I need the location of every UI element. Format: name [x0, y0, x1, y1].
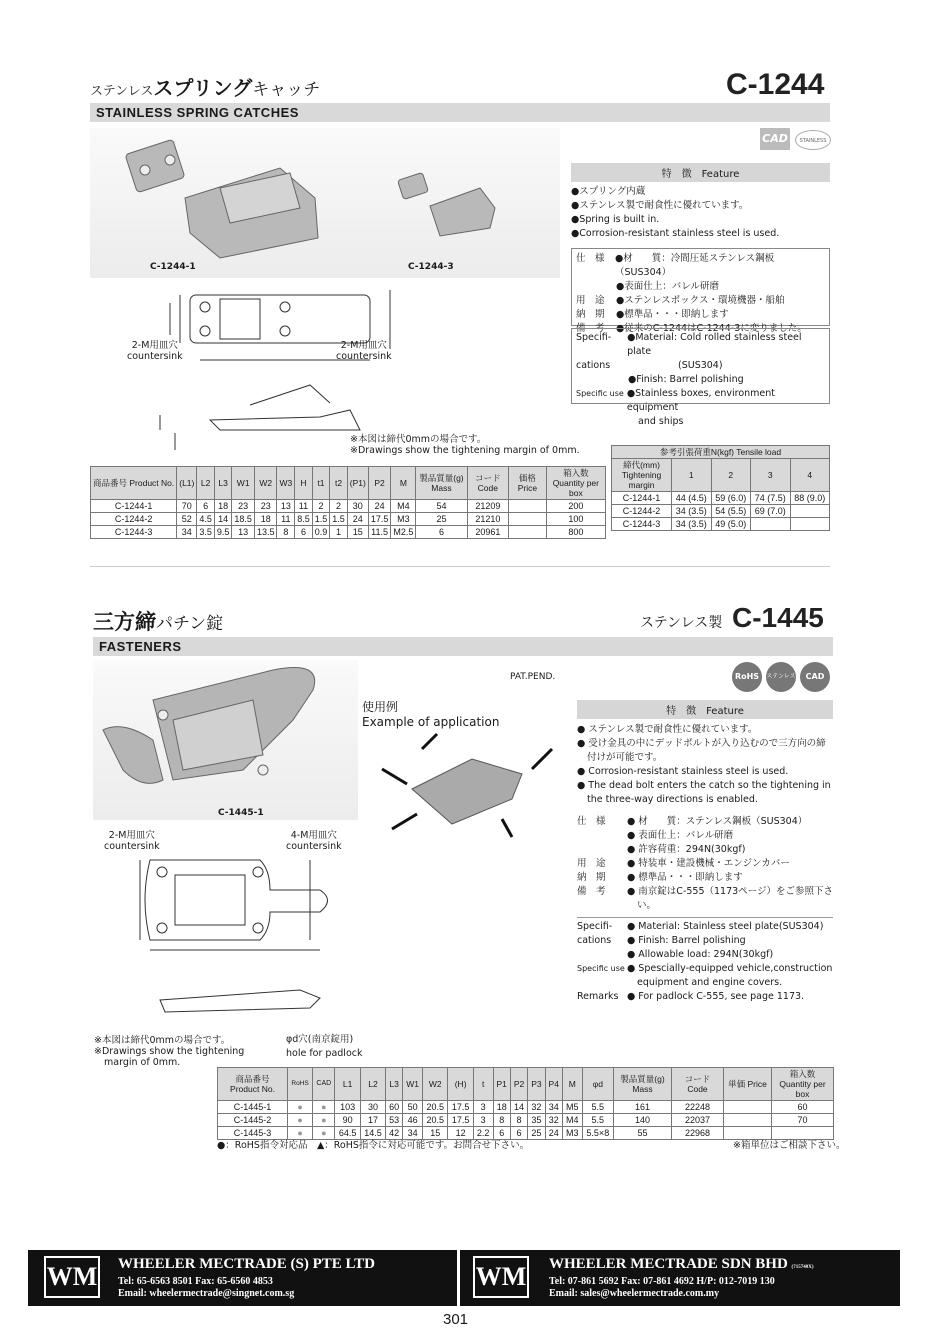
tensile-title: 参考引張荷重N(kgf) Tensile load [612, 446, 830, 459]
s2-drawing-note: ※本図は締代0mmの場合です。 ※Drawings show the tightening margin of 0mm. [94, 1035, 245, 1068]
s1-subtitle-bar: STAINLESS SPRING CATCHES [90, 103, 830, 122]
s1-feature-title: 特 徴 Feature [571, 163, 830, 182]
footer-company-right: WHEELER MECTRADE SDN BHD (715740X) [549, 1256, 814, 1272]
s1-product-code: C-1244 [726, 68, 825, 101]
section-divider [90, 566, 830, 567]
table-row: C-1244-2 52 4.5 14 18.5 18 11 8.5 1.5 1.5 24 17.5 M3 25 21210 100 [91, 513, 606, 526]
s2-made-of: ステンレス製 [640, 615, 723, 631]
page-number: 301 [443, 1311, 469, 1328]
cad-badge-icon: CAD [800, 662, 830, 692]
s1-drawing-note: ※本図は締代0mmの場合です。 ※Drawings show the tightening margin of 0mm. [350, 434, 580, 456]
table-row: C-1244-3 34 3.5 9.5 13 13.5 8 6 0.9 1 15 11.5 M2.5 6 20961 800 [91, 526, 606, 539]
s2-title: 三方締パチン錠 [93, 610, 224, 634]
arrow-icon [502, 819, 512, 837]
photo-label-1445: C-1445-1 [218, 808, 264, 818]
rohs-badge-icon: RoHS [732, 662, 762, 692]
footer-tel-right: Tel: 07-861 5692 Fax: 07-861 4692 H/P: 012-7019 130 [549, 1276, 775, 1287]
s2-legend: ●：RoHS指令対応品 ▲：RoHS指令に対応可能です。お問合せ下さい。 [217, 1140, 530, 1151]
footer-right [463, 1250, 900, 1306]
table-row: C-1244-3 34 (3.5) 49 (5.0) [612, 518, 830, 531]
s2-patent: PAT.PEND. [510, 672, 556, 682]
feature-line: ● Corrosion-resistant stainless steel is used. [577, 766, 789, 777]
arrow-icon [422, 734, 437, 749]
s2-spec-jp: 仕 様 ● 材 質：ステンレス鋼板（SUS304） ● 表面仕上：バレル研磨 ● 許容荷重：294N(30kgf) 用 途 ● 特装車・建設機械・エンジンカバー 納 期 ● 標準品・・・即納します 備 考 ● 南京錠はC-555（1173ページ）をご参照下さ い。 [577, 815, 833, 918]
table-row: C-1445-2 ● ● 90 17 53 46 20.5 17.5 3 8 8 35 32 M4 5.5 140 22037 70 [218, 1114, 834, 1127]
feature-line: ●ステンレス製で耐食性に優れています。 [571, 200, 749, 211]
s1-title: ステンレススプリングキャッチ [90, 76, 321, 100]
s1-spec-table [90, 466, 606, 539]
s2-spec-en: Specifi- ● Material: Stainless steel plate(SUS304) cations ● Finish: Barrel polishing ● Allowable load: 294N(30kgf) Specific use ● Spescially-equipped vehicle,construction equipment and engine covers. Remarks ● For padlock C-555, see page 1173. [577, 921, 833, 1002]
footer-company-left: WHEELER MECTRADE (S) PTE LTD [118, 1256, 375, 1272]
stainless-badge-icon: ステンレス [766, 662, 796, 692]
s1-features [571, 163, 830, 241]
s2-features [577, 700, 833, 807]
s2-legend-right: ※箱単位はご相談下さい。 [733, 1140, 846, 1151]
application-diagram [362, 729, 562, 839]
s1-tensile-table: 参考引張荷重N(kgf) Tensile load 締代(mm) Tightening margin 1 2 3 4 C-1244-1 44 (4.5) 59 (6.0) 74 (7.5) 88 (9.0) C-1244-2 34 (3.5) 54 (5.5) 69 (7.0) C-1244-3 34 (3.5) 49 (5.0) [611, 445, 830, 531]
table-header-row: 商品番号 Product No. (L1) L2 L3 W1 W2 W3 H t1 t2 (P1) P2 M 製品質量(g) Mass コード Code 価格 Price 箱入数 Quantity per box [91, 467, 606, 500]
stainless-badge-icon: STAINLESS [795, 130, 831, 150]
wm-logo-icon: WM [44, 1256, 100, 1298]
s1-spec-en: Specifi- ●Material: Cold rolled stainless steel plate cations (SUS304) ●Finish: Barrel polishing Specific use ●Stainless boxes, environment equipment and ships [571, 328, 830, 404]
feature-line: ●スプリング内蔵 [571, 186, 646, 197]
s1-spec-jp: 仕 様 ●材 質：冷間圧延ステンレス鋼板（SUS304） ●表面仕上：バレル研磨 用 途 ●ステンレスボックス・環境機器・船舶 納 期 ●標準品・・・即納します 備 考 ●従来のC-1244はC-1244-3に変りました。 [571, 248, 830, 326]
feature-line: ● 受け金具の中にデッドボルトが入り込むので三方向の締 [577, 738, 826, 749]
s2-countersink-right: 4-M用皿穴 countersink [286, 830, 342, 852]
table-header-row: 商品番号 Product No. RoHS CAD L1 L2 L3 W1 W2 (H) t P1 P2 P3 P4 M φd 製品質量(g) Mass コード Code 単価 Price 箱入数 Quantity per box [218, 1068, 834, 1101]
footer-email-right: Email: sales@wheelermectrade.com.my [549, 1288, 720, 1299]
wm-logo-icon: WM [473, 1256, 529, 1298]
footer-email-left: Email: wheelermectrade@singnet.com.sg [118, 1288, 295, 1299]
spring-catch-illustration [90, 128, 560, 278]
footer-tel-left: Tel: 65-6563 8501 Fax: 65-6560 4853 [118, 1276, 273, 1287]
s1-countersink-right: 2-M用皿穴 countersink [336, 340, 392, 362]
photo-label-3: C-1244-3 [408, 262, 454, 272]
s1-product-photo [90, 128, 560, 278]
feature-line: ● ステンレス製で耐食性に優れています。 [577, 724, 758, 735]
s2-technical-drawing [120, 850, 360, 1030]
arrow-icon [382, 769, 407, 784]
s2-feature-title: 特 徴 Feature [577, 700, 833, 719]
arrow-icon [532, 749, 552, 769]
table-row: C-1445-1 ● ● 103 30 60 50 20.5 17.5 3 18 14 32 34 M5 5.5 161 22248 60 [218, 1101, 834, 1114]
table-row: C-1244-1 44 (4.5) 59 (6.0) 74 (7.5) 88 (9.0) [612, 492, 830, 505]
s2-countersink-left: 2-M用皿穴 countersink [104, 830, 160, 852]
fastener-illustration [93, 660, 358, 820]
s1-countersink-left: 2-M用皿穴 countersink [127, 340, 183, 362]
table-row: C-1445-3 ● ● 64.5 14.5 42 34 15 12 2.2 6 6 25 24 M3 5.5×8 55 22968 [218, 1127, 834, 1140]
arrow-icon [392, 814, 417, 829]
s2-product-photo [93, 660, 358, 820]
footer-left [28, 1250, 460, 1306]
feature-line: the three-way directions is enabled. [587, 794, 758, 805]
s2-spec-table [217, 1067, 834, 1140]
feature-line: ●Corrosion-resistant stainless steel is used. [571, 228, 780, 239]
table-row: C-1244-1 70 6 18 23 23 13 11 2 2 30 24 M4 54 21209 200 [91, 500, 606, 513]
feature-line: 付けが可能です。 [587, 752, 663, 763]
s2-application-example: 使用例 Example of application [362, 698, 562, 838]
cad-badge-icon: CAD [760, 128, 790, 150]
photo-label-1: C-1244-1 [150, 262, 196, 272]
table-row: C-1244-2 34 (3.5) 54 (5.5) 69 (7.0) [612, 505, 830, 518]
feature-line: ● The dead bolt enters the catch so the tightening in [577, 780, 831, 791]
footer-banner [28, 1250, 900, 1306]
s2-padlock-note: φd穴(南京錠用) hole for padlock [286, 1034, 363, 1059]
s2-subtitle-bar: FASTENERS [93, 637, 833, 656]
feature-line: ●Spring is built in. [571, 214, 660, 225]
s2-product-code: C-1445 [732, 602, 824, 633]
